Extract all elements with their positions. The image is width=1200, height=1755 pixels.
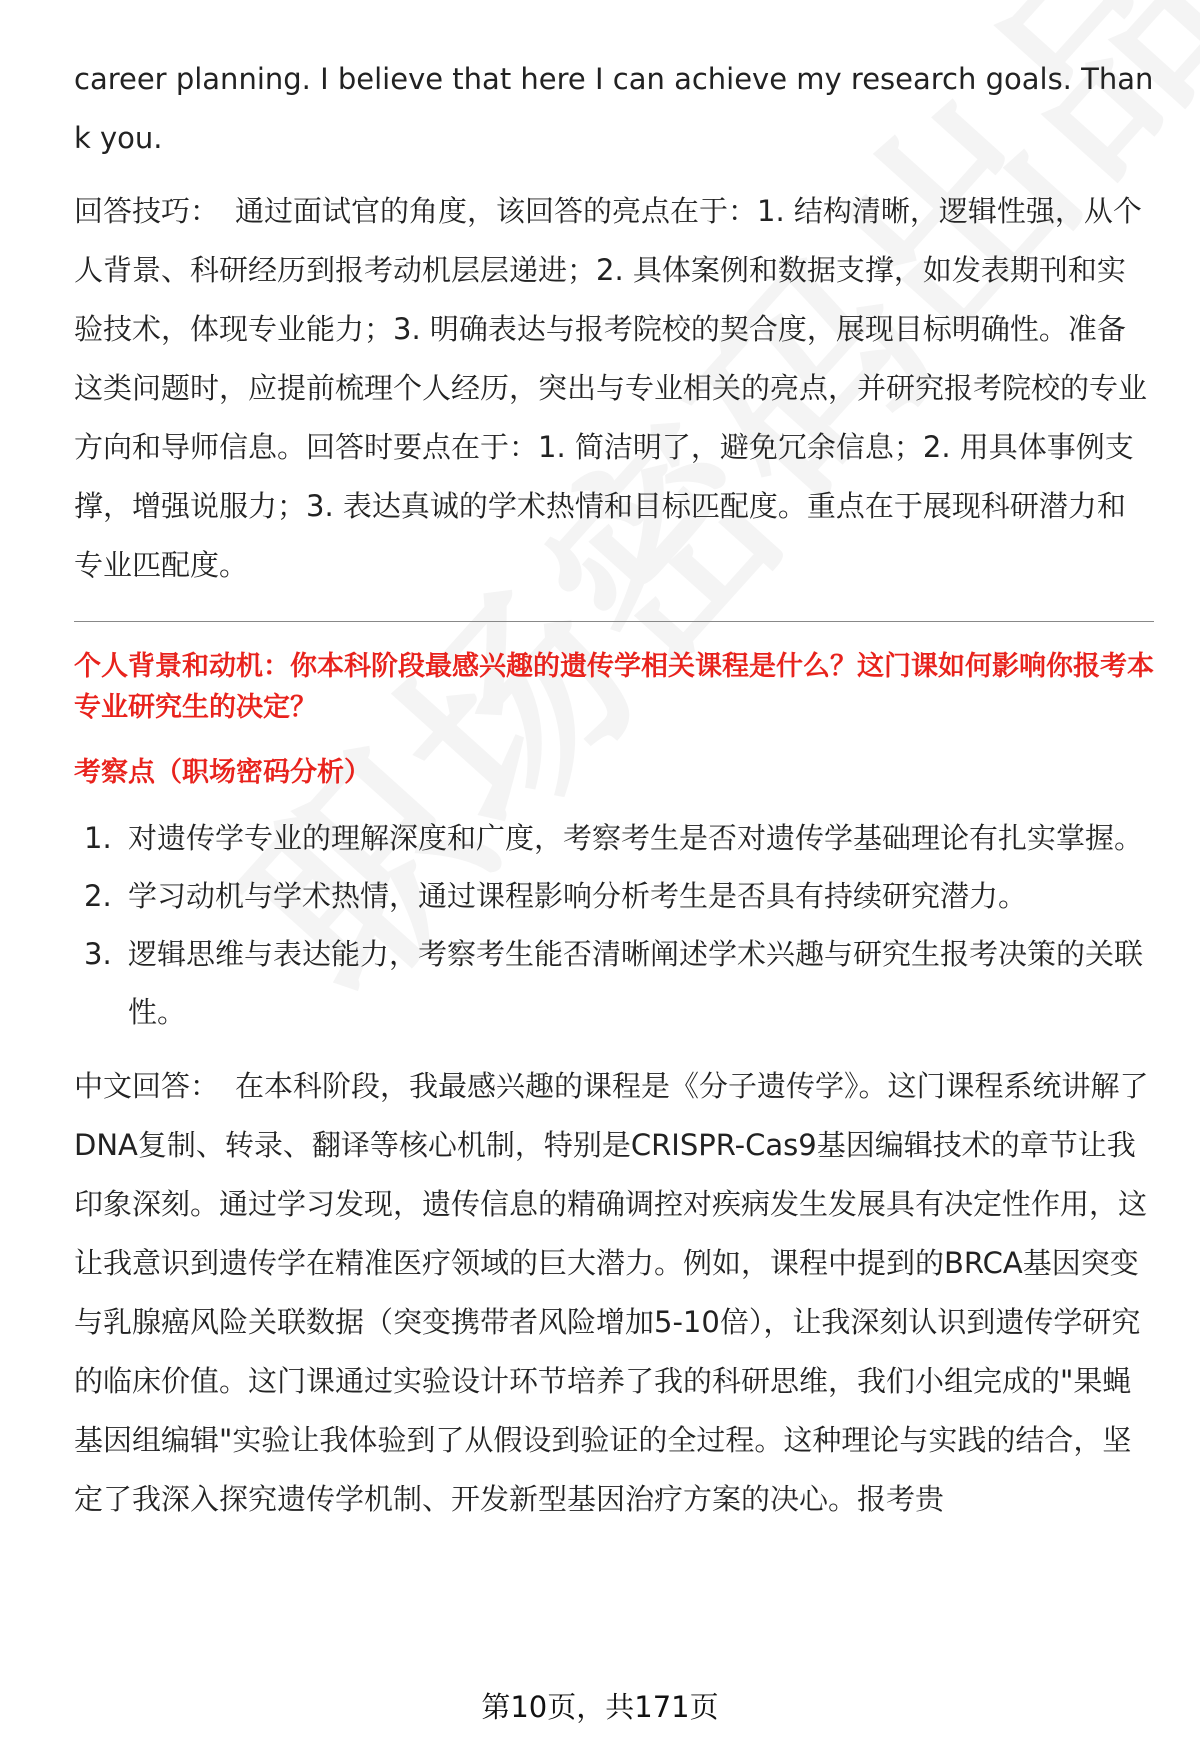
intro-paragraph: career planning. I believe that here I can achieve my research goals. Thank you. (74, 62, 1154, 155)
chinese-answer-paragraph (74, 1057, 1154, 1529)
page-number-footer: 第10页，共171页 (481, 1690, 719, 1724)
assessment-point-text: 学习动机与学术热情，通过课程影响分析考生是否具有持续研究潜力。 (128, 879, 1028, 913)
section-divider (74, 621, 1154, 622)
answer-tips-paragraph (74, 182, 1154, 595)
assessment-point (74, 867, 1154, 925)
question-heading: 个人背景和动机：你本科阶段最感兴趣的遗传学相关课程是什么？这门课如何影响你报考本专业研究生的决定？ (74, 651, 1154, 723)
assessment-point (74, 809, 1154, 867)
assessment-point (74, 925, 1154, 1041)
assessment-heading: 考察点（职场密码分析） (74, 757, 371, 788)
answer-tips-text: 通过面试官的角度，该回答的亮点在于：1. 结构清晰，逻辑性强，从个人背景、科研经历到报考动机层层递进；2. 具体案例和数据支撑，如发表期刊和实验技术，体现专业能力；3. 明确表达与报考院校的契合度，展现目标明确性。准备这类问题时，应提前梳理个人经历，突出与专业相关的亮点，并研究报考院校的专业方向和导师信息。回答时要点在于：1. 简洁明了，避免冗余信息；2. 用具体事例支撑，增强说服力；3. 表达真诚的学术热情和目标匹配度。重点在于展现科研潜力和专业匹配度。 (74, 194, 1148, 582)
assessment-point-number: 1. (84, 821, 112, 855)
assessment-point-text: 逻辑思维与表达能力，考察考生能否清晰阐述学术兴趣与研究生报考决策的关联性。 (128, 937, 1144, 1029)
assessment-point-text: 对遗传学专业的理解深度和广度，考察考生是否对遗传学基础理论有扎实掌握。 (128, 821, 1144, 855)
answer-tips-label: 回答技巧： (74, 194, 220, 228)
assessment-point-number: 3. (84, 937, 112, 971)
page-content (74, 50, 1154, 1529)
assessment-points-list (74, 809, 1154, 1041)
chinese-answer-text: 在本科阶段，我最感兴趣的课程是《分子遗传学》。这门课程系统讲解了DNA复制、转录、翻译等核心机制，特别是CRISPR-Cas9基因编辑技术的章节让我印象深刻。通过学习发现，遗传信息的精确调控对疾病发生发展具有决定性作用，这让我意识到遗传学在精准医疗领域的巨大潜力。例如，课程中提到的BRCA基因突变与乳腺癌风险关联数据（突变携带者风险增加5-10倍），让我深刻认识到遗传学研究的临床价值。这门课通过实验设计环节培养了我的科研思维，我们小组完成的"果蝇基因组编辑"实验让我体验到了从假设到验证的全过程。这种理论与实践的结合，坚定了我深入探究遗传学机制、开发新型基因治疗方案的决心。报考贵 (74, 1069, 1149, 1516)
chinese-answer-label: 中文回答： (74, 1069, 220, 1103)
assessment-point-number: 2. (84, 879, 112, 913)
